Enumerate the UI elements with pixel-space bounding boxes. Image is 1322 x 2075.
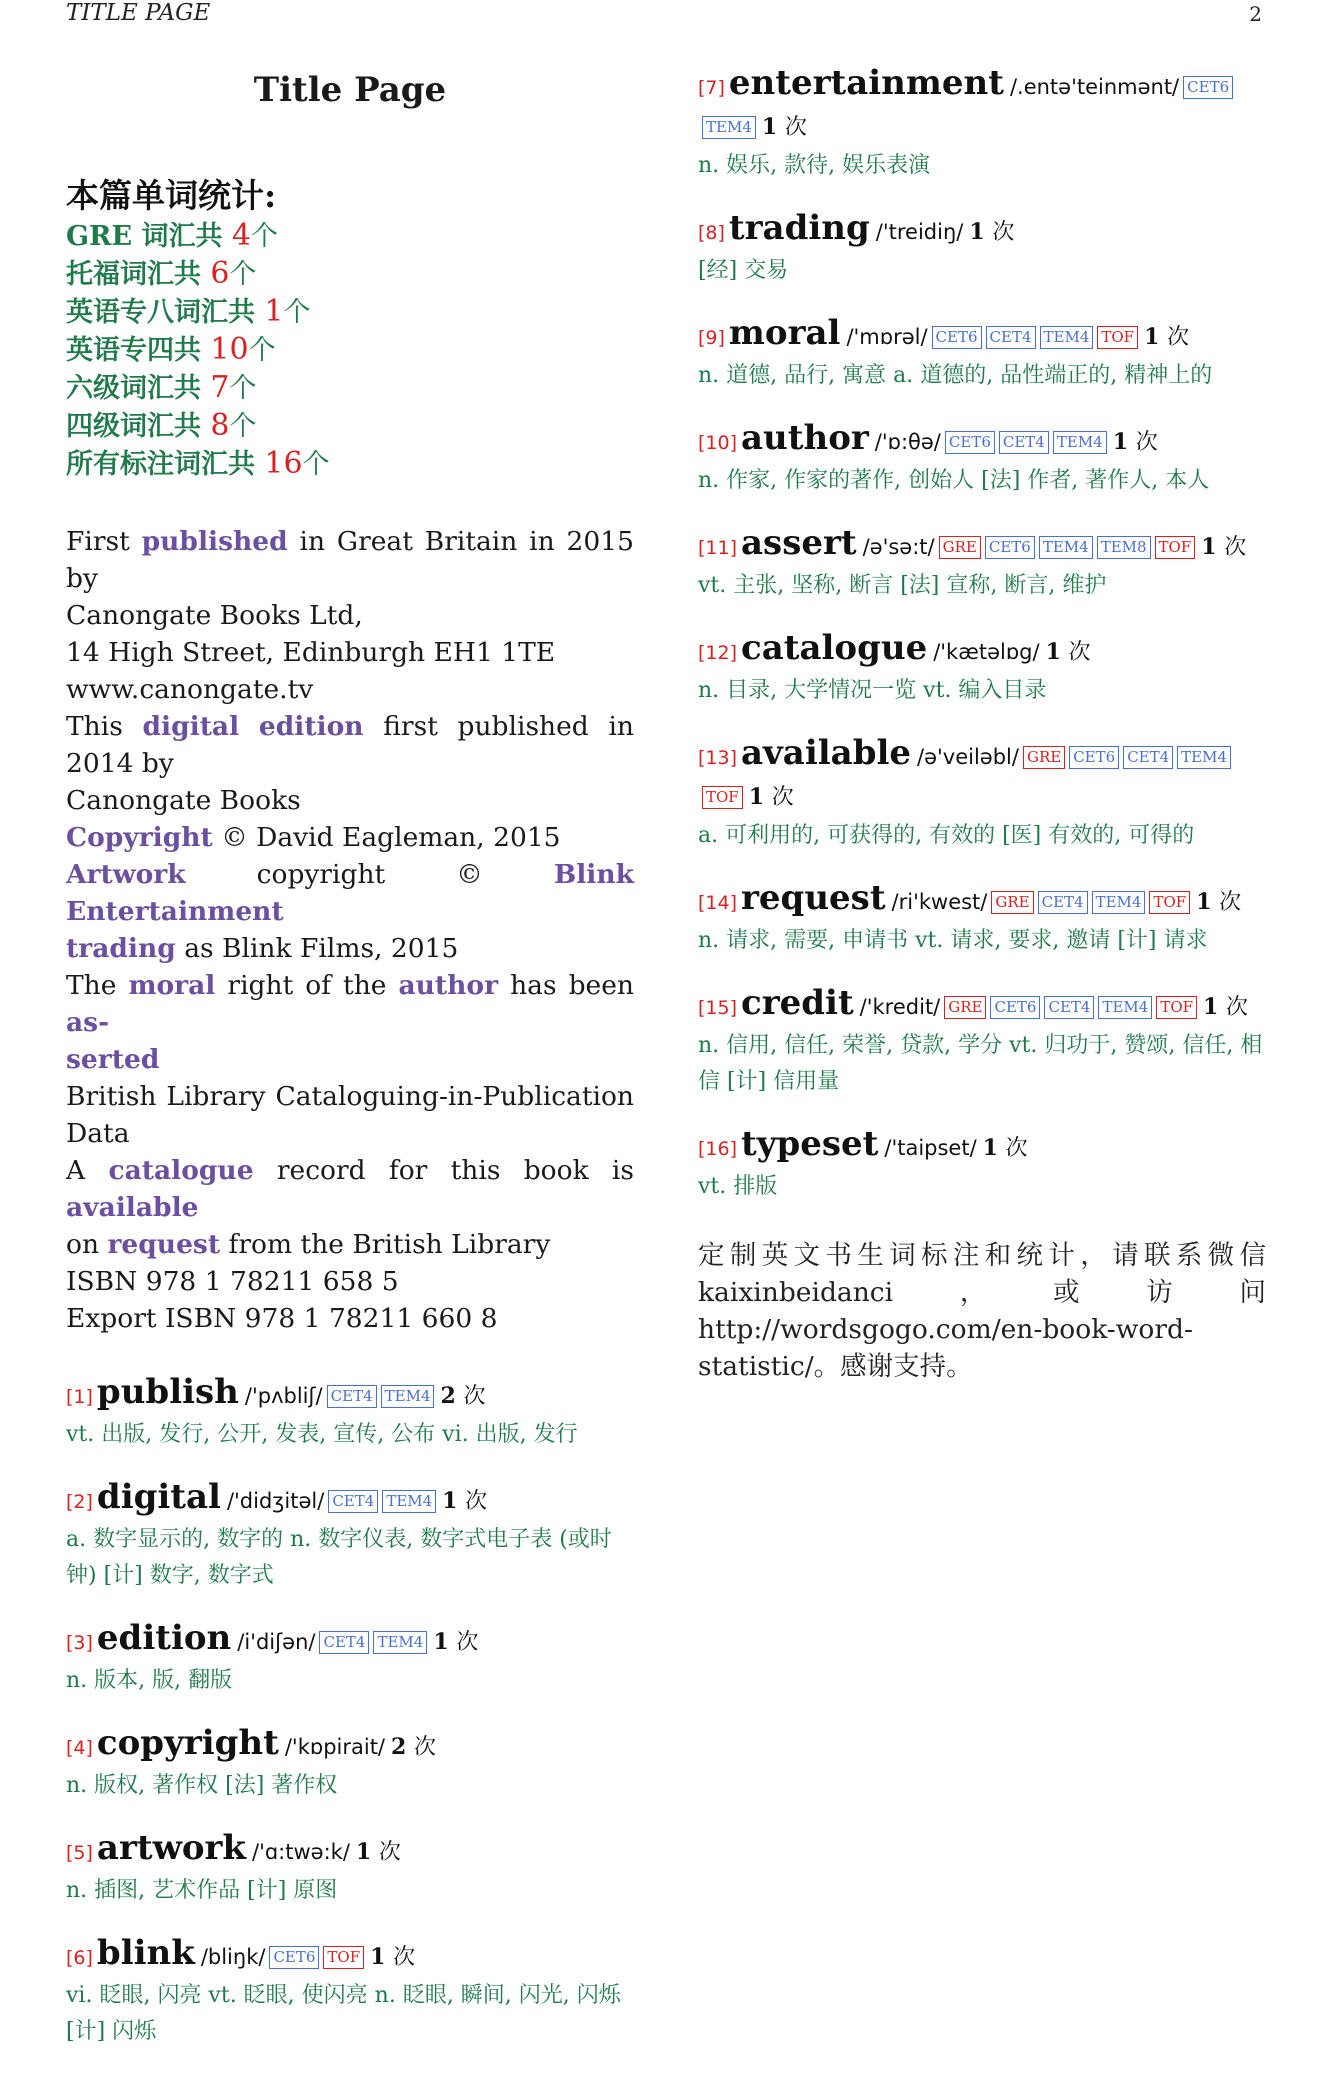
entry-frequency bbox=[762, 114, 807, 140]
entry-pronunciation: /ə'sə:t/ bbox=[862, 535, 935, 559]
entry-frequency bbox=[1203, 994, 1248, 1020]
level-tag: CET4 bbox=[328, 1490, 378, 1513]
entry-index: [13] bbox=[698, 747, 738, 769]
entry-definition: [经] 交易 bbox=[698, 258, 789, 283]
entry-word: blink bbox=[96, 1933, 195, 1973]
entry-pronunciation: /'ɑ:twə:k/ bbox=[252, 1840, 350, 1864]
level-tag: TOF bbox=[1156, 996, 1197, 1019]
entry-count: 1 bbox=[1201, 534, 1217, 560]
entry-word: typeset bbox=[741, 1124, 879, 1164]
level-tag: CET6 bbox=[932, 326, 982, 349]
copyright-line: Copyright © David Eagleman, 2015 bbox=[66, 822, 561, 853]
copyright-line: British Library Cataloguing-in-Publication Data bbox=[66, 1081, 634, 1149]
level-tag: CET6 bbox=[985, 536, 1035, 559]
entry-frequency bbox=[391, 1734, 436, 1760]
entry-count-unit: 次 bbox=[1226, 995, 1249, 1020]
entry-word: digital bbox=[96, 1477, 221, 1517]
entry-index: [1] bbox=[66, 1386, 93, 1408]
entry-count: 1 bbox=[1203, 994, 1219, 1020]
stat-all: 所有标注词汇共 16个 bbox=[66, 446, 330, 481]
entry-index: [7] bbox=[698, 77, 725, 99]
vocab-list-right bbox=[698, 64, 1266, 1205]
right-column bbox=[698, 64, 1266, 1385]
entry-definition: a. 可利用的, 可获得的, 有效的 [医] 有效的, 可得的 bbox=[698, 823, 1195, 848]
level-tag: TEM8 bbox=[1097, 536, 1151, 559]
entry-definition: n. 目录, 大学情况一览 vt. 编入目录 bbox=[698, 678, 1047, 703]
stat-toefl: 托福词汇共 6个 bbox=[66, 256, 257, 291]
vocab-entry bbox=[66, 1724, 634, 1804]
level-tag: TEM4 bbox=[1177, 746, 1231, 769]
level-tag: CET6 bbox=[1069, 746, 1119, 769]
entry-count: 1 bbox=[748, 784, 765, 810]
vocab-entry-head bbox=[66, 1619, 634, 1663]
entry-count: 1 bbox=[761, 114, 778, 140]
entry-frequency bbox=[969, 219, 1014, 245]
entry-index: [4] bbox=[66, 1737, 93, 1759]
vocab-entry bbox=[698, 524, 1266, 604]
stat-tem8: 英语专八词汇共 1个 bbox=[66, 294, 311, 329]
level-tag: GRE bbox=[939, 536, 981, 559]
entry-index: [14] bbox=[698, 892, 738, 914]
vocab-entry bbox=[66, 1829, 634, 1909]
vocab-entry-head bbox=[698, 419, 1266, 463]
entry-pronunciation: /'kɒpirait/ bbox=[284, 1735, 386, 1759]
vocab-entry-head bbox=[698, 209, 1266, 253]
entry-pronunciation: /'treidiŋ/ bbox=[875, 220, 964, 244]
vocab-entry-head bbox=[698, 1125, 1266, 1169]
level-tag: TEM4 bbox=[1098, 996, 1152, 1019]
vocab-entry-head bbox=[66, 1724, 634, 1768]
vocab-list-left bbox=[66, 1373, 634, 2050]
entry-count: 1 bbox=[969, 219, 985, 245]
vocab-entry bbox=[66, 1619, 634, 1699]
level-tag: CET6 bbox=[1183, 76, 1233, 99]
entry-frequency bbox=[1144, 324, 1189, 350]
copyright-line: ISBN 978 1 78211 658 5 bbox=[66, 1266, 399, 1297]
entry-index: [11] bbox=[698, 537, 738, 559]
level-tag: TEM4 bbox=[382, 1490, 436, 1513]
entry-frequency bbox=[1201, 534, 1246, 560]
copyright-line: The moral right of the author has been as- bbox=[66, 970, 634, 1038]
entry-index: [15] bbox=[698, 997, 738, 1019]
entry-index: [16] bbox=[698, 1138, 738, 1160]
entry-count-unit: 次 bbox=[992, 220, 1015, 245]
entry-count-unit: 次 bbox=[1068, 640, 1091, 665]
entry-count-unit: 次 bbox=[456, 1630, 479, 1655]
level-tag: GRE bbox=[944, 996, 986, 1019]
entry-count-unit: 次 bbox=[414, 1735, 437, 1760]
entry-definition: vt. 排版 bbox=[698, 1174, 778, 1199]
entry-pronunciation: /ri'kwest/ bbox=[891, 890, 988, 914]
entry-count-unit: 次 bbox=[465, 1489, 488, 1514]
entry-word: artwork bbox=[96, 1828, 246, 1868]
level-tag: CET4 bbox=[1038, 891, 1088, 914]
entry-word: catalogue bbox=[741, 628, 928, 668]
entry-count: 2 bbox=[440, 1383, 456, 1409]
entry-count-unit: 次 bbox=[378, 1840, 401, 1865]
vocab-entry bbox=[66, 1934, 634, 2050]
stat-tem4: 英语专四共 10个 bbox=[66, 332, 276, 367]
entry-pronunciation: /'ɒ:θə/ bbox=[874, 430, 941, 454]
entry-count: 1 bbox=[982, 1135, 998, 1161]
level-tag: TEM4 bbox=[381, 1385, 435, 1408]
level-tag: TOF bbox=[702, 786, 743, 809]
vocab-entry bbox=[698, 984, 1266, 1100]
copyright-line: trading as Blink Films, 2015 bbox=[66, 933, 459, 964]
entry-frequency bbox=[749, 784, 794, 810]
level-tag: CET4 bbox=[986, 326, 1036, 349]
vocab-entry-head bbox=[698, 984, 1266, 1028]
level-tag: TEM4 bbox=[1040, 326, 1094, 349]
level-tag: TOF bbox=[1097, 326, 1138, 349]
entry-word: copyright bbox=[96, 1723, 279, 1763]
vocab-entry bbox=[698, 209, 1266, 289]
entry-pronunciation: /.entə'teinmənt/ bbox=[1009, 75, 1180, 99]
level-tag: TOF bbox=[323, 1946, 364, 1969]
level-tag: CET6 bbox=[269, 1946, 319, 1969]
page-title: Title Page bbox=[253, 70, 447, 110]
entry-frequency bbox=[370, 1944, 415, 1970]
copyright-line: serted bbox=[66, 1044, 160, 1075]
entry-pronunciation: /'taipset/ bbox=[884, 1136, 977, 1160]
level-tag: GRE bbox=[991, 891, 1033, 914]
entry-word: trading bbox=[728, 208, 870, 248]
level-tag: CET4 bbox=[327, 1385, 377, 1408]
level-tag: CET4 bbox=[1123, 746, 1173, 769]
entry-pronunciation: /'mɒrəl/ bbox=[846, 325, 928, 349]
entry-index: [3] bbox=[66, 1632, 93, 1654]
entry-count-unit: 次 bbox=[784, 115, 807, 140]
level-tag: GRE bbox=[1023, 746, 1065, 769]
entry-count-unit: 次 bbox=[1224, 535, 1247, 560]
vocab-entry-head bbox=[698, 879, 1266, 923]
vocab-entry-head bbox=[66, 1934, 634, 1978]
page-number: 2 bbox=[1249, 2, 1262, 26]
entry-index: [2] bbox=[66, 1491, 93, 1513]
level-tag: TEM4 bbox=[373, 1631, 427, 1654]
promo-text: 定制英文书生词标注和统计，请联系微信 kaixinbeidanci，或访问 http://wordsgogo.com/en-book-word-statistic/。感谢支持。 bbox=[698, 1240, 1266, 1382]
entry-index: [10] bbox=[698, 432, 738, 454]
entry-index: [12] bbox=[698, 642, 738, 664]
entry-count: 2 bbox=[391, 1734, 407, 1760]
vocab-entry bbox=[698, 64, 1266, 184]
entry-count: 1 bbox=[1045, 639, 1061, 665]
level-tag: TOF bbox=[1149, 891, 1190, 914]
copyright-line: A catalogue record for this book is available bbox=[66, 1155, 635, 1223]
entry-pronunciation: /i'diʃən/ bbox=[237, 1630, 316, 1654]
entry-index: [5] bbox=[66, 1842, 93, 1864]
entry-word: available bbox=[741, 733, 912, 773]
entry-definition: vi. 眨眼, 闪亮 vt. 眨眼, 使闪亮 n. 眨眼, 瞬间, 闪光, 闪烁 [计] 闪烁 bbox=[66, 1983, 621, 2044]
level-tag: TEM4 bbox=[1053, 431, 1107, 454]
stats-list bbox=[66, 217, 634, 483]
level-tag: TOF bbox=[1155, 536, 1196, 559]
vocab-entry bbox=[698, 419, 1266, 499]
entry-definition: n. 道德, 品行, 寓意 a. 道德的, 品性端正的, 精神上的 bbox=[698, 363, 1213, 388]
stat-gre: GRE 词汇共 4个 bbox=[66, 218, 278, 253]
entry-frequency bbox=[1113, 429, 1158, 455]
copyright-line: www.canongate.tv bbox=[66, 674, 314, 705]
vocab-entry bbox=[698, 1125, 1266, 1205]
entry-count: 1 bbox=[355, 1839, 372, 1865]
vocab-entry-head bbox=[66, 1373, 634, 1417]
level-tag: TEM4 bbox=[702, 116, 756, 139]
vocab-entry-head bbox=[698, 64, 1266, 148]
entry-frequency bbox=[1196, 889, 1241, 915]
vocab-entry bbox=[66, 1373, 634, 1453]
entry-definition: vt. 主张, 坚称, 断言 [法] 宣称, 断言, 维护 bbox=[698, 573, 1107, 598]
vocab-entry-head bbox=[66, 1478, 634, 1522]
entry-count-unit: 次 bbox=[463, 1384, 486, 1409]
vocab-entry bbox=[698, 879, 1266, 959]
level-tag: CET4 bbox=[999, 431, 1049, 454]
vocab-entry-head bbox=[698, 314, 1266, 358]
entry-pronunciation: /'kætəlɒg/ bbox=[933, 640, 1040, 664]
entry-definition: n. 请求, 需要, 申请书 vt. 请求, 要求, 邀请 [计] 请求 bbox=[698, 928, 1208, 953]
entry-word: publish bbox=[96, 1372, 239, 1412]
entry-pronunciation: /'pʌbliʃ/ bbox=[244, 1384, 323, 1408]
entry-definition: vt. 出版, 发行, 公开, 发表, 宣传, 公布 vi. 出版, 发行 bbox=[66, 1422, 578, 1447]
entry-frequency bbox=[442, 1488, 487, 1514]
level-tag: CET6 bbox=[945, 431, 995, 454]
entry-definition: n. 版权, 著作权 [法] 著作权 bbox=[66, 1773, 338, 1798]
entry-definition: n. 版本, 版, 翻版 bbox=[66, 1668, 233, 1693]
entry-frequency bbox=[356, 1839, 401, 1865]
entry-word: entertainment bbox=[728, 63, 1004, 103]
entry-count: 1 bbox=[1112, 429, 1129, 455]
entry-word: edition bbox=[96, 1618, 232, 1658]
entry-count: 1 bbox=[1196, 889, 1212, 915]
entry-count: 1 bbox=[1144, 324, 1160, 350]
entry-word: moral bbox=[728, 313, 841, 353]
entry-frequency bbox=[1046, 639, 1091, 665]
entry-word: request bbox=[741, 878, 886, 918]
entry-frequency bbox=[983, 1135, 1028, 1161]
entry-count-unit: 次 bbox=[1219, 890, 1242, 915]
stat-cet6: 六级词汇共 7个 bbox=[66, 370, 257, 405]
copyright-line: Artwork copyright © Blink Entertainment bbox=[66, 859, 634, 927]
entry-frequency bbox=[440, 1383, 485, 1409]
entry-index: [8] bbox=[698, 222, 725, 244]
entry-word: credit bbox=[741, 983, 854, 1023]
entry-definition: n. 作家, 作家的著作, 创始人 [法] 作者, 著作人, 本人 bbox=[698, 468, 1210, 493]
entry-pronunciation: /'kredit/ bbox=[859, 995, 941, 1019]
left-column bbox=[66, 64, 634, 2075]
entry-definition: n. 信用, 信任, 荣誉, 贷款, 学分 vt. 归功于, 赞颂, 信任, 相信 [计] 信用量 bbox=[698, 1033, 1263, 1094]
entry-pronunciation: /bliŋk/ bbox=[200, 1945, 266, 1969]
entry-count-unit: 次 bbox=[1167, 325, 1190, 350]
entry-frequency bbox=[433, 1629, 478, 1655]
vocab-entry-head bbox=[698, 629, 1266, 673]
entry-count-unit: 次 bbox=[1135, 430, 1158, 455]
entry-count-unit: 次 bbox=[771, 785, 794, 810]
copyright-line: on request from the British Library bbox=[66, 1229, 551, 1260]
entry-count: 1 bbox=[442, 1488, 458, 1514]
level-tag: TEM4 bbox=[1039, 536, 1093, 559]
vocab-entry-head bbox=[66, 1829, 634, 1873]
copyright-line: This digital edition first published in 2014 by bbox=[66, 711, 634, 779]
copyright-block bbox=[66, 523, 634, 1337]
level-tag: CET4 bbox=[1044, 996, 1094, 1019]
vocab-entry-head bbox=[698, 734, 1266, 818]
vocab-entry-head bbox=[698, 524, 1266, 568]
vocab-entry bbox=[698, 734, 1266, 854]
entry-count: 1 bbox=[433, 1629, 449, 1655]
entry-definition: n. 娱乐, 款待, 娱乐表演 bbox=[698, 153, 931, 178]
vocab-entry bbox=[66, 1478, 634, 1594]
entry-count-unit: 次 bbox=[1005, 1136, 1028, 1161]
copyright-line: First published in Great Britain in 2015 by bbox=[66, 526, 634, 594]
copyright-line: Canongate Books Ltd, bbox=[66, 600, 363, 631]
entry-word: author bbox=[741, 418, 869, 458]
entry-pronunciation: /'didʒitəl/ bbox=[226, 1489, 325, 1513]
entry-count-unit: 次 bbox=[393, 1945, 416, 1970]
level-tag: CET4 bbox=[319, 1631, 369, 1654]
entry-definition: a. 数字显示的, 数字的 n. 数字仪表, 数字式电子表 (或时钟) [计] 数字, 数字式 bbox=[66, 1527, 612, 1588]
entry-definition: n. 插图, 艺术作品 [计] 原图 bbox=[66, 1878, 338, 1903]
vocab-entry bbox=[698, 314, 1266, 394]
entry-word: assert bbox=[741, 523, 857, 563]
copyright-line: 14 High Street, Edinburgh EH1 1TE bbox=[66, 637, 556, 668]
level-tag: CET6 bbox=[990, 996, 1040, 1019]
level-tag: TEM4 bbox=[1092, 891, 1146, 914]
entry-pronunciation: /ə'veiləbl/ bbox=[917, 745, 1019, 769]
stats-heading: 本篇单词统计: bbox=[66, 176, 277, 215]
copyright-line: Canongate Books bbox=[66, 785, 301, 816]
copyright-line: Export ISBN 978 1 78211 660 8 bbox=[66, 1303, 498, 1334]
entry-count: 1 bbox=[370, 1944, 386, 1970]
running-head: TITLE PAGE bbox=[66, 0, 211, 26]
entry-index: [9] bbox=[698, 327, 725, 349]
stat-cet4: 四级词汇共 8个 bbox=[66, 408, 257, 443]
vocab-entry bbox=[698, 629, 1266, 709]
entry-index: [6] bbox=[66, 1947, 93, 1969]
